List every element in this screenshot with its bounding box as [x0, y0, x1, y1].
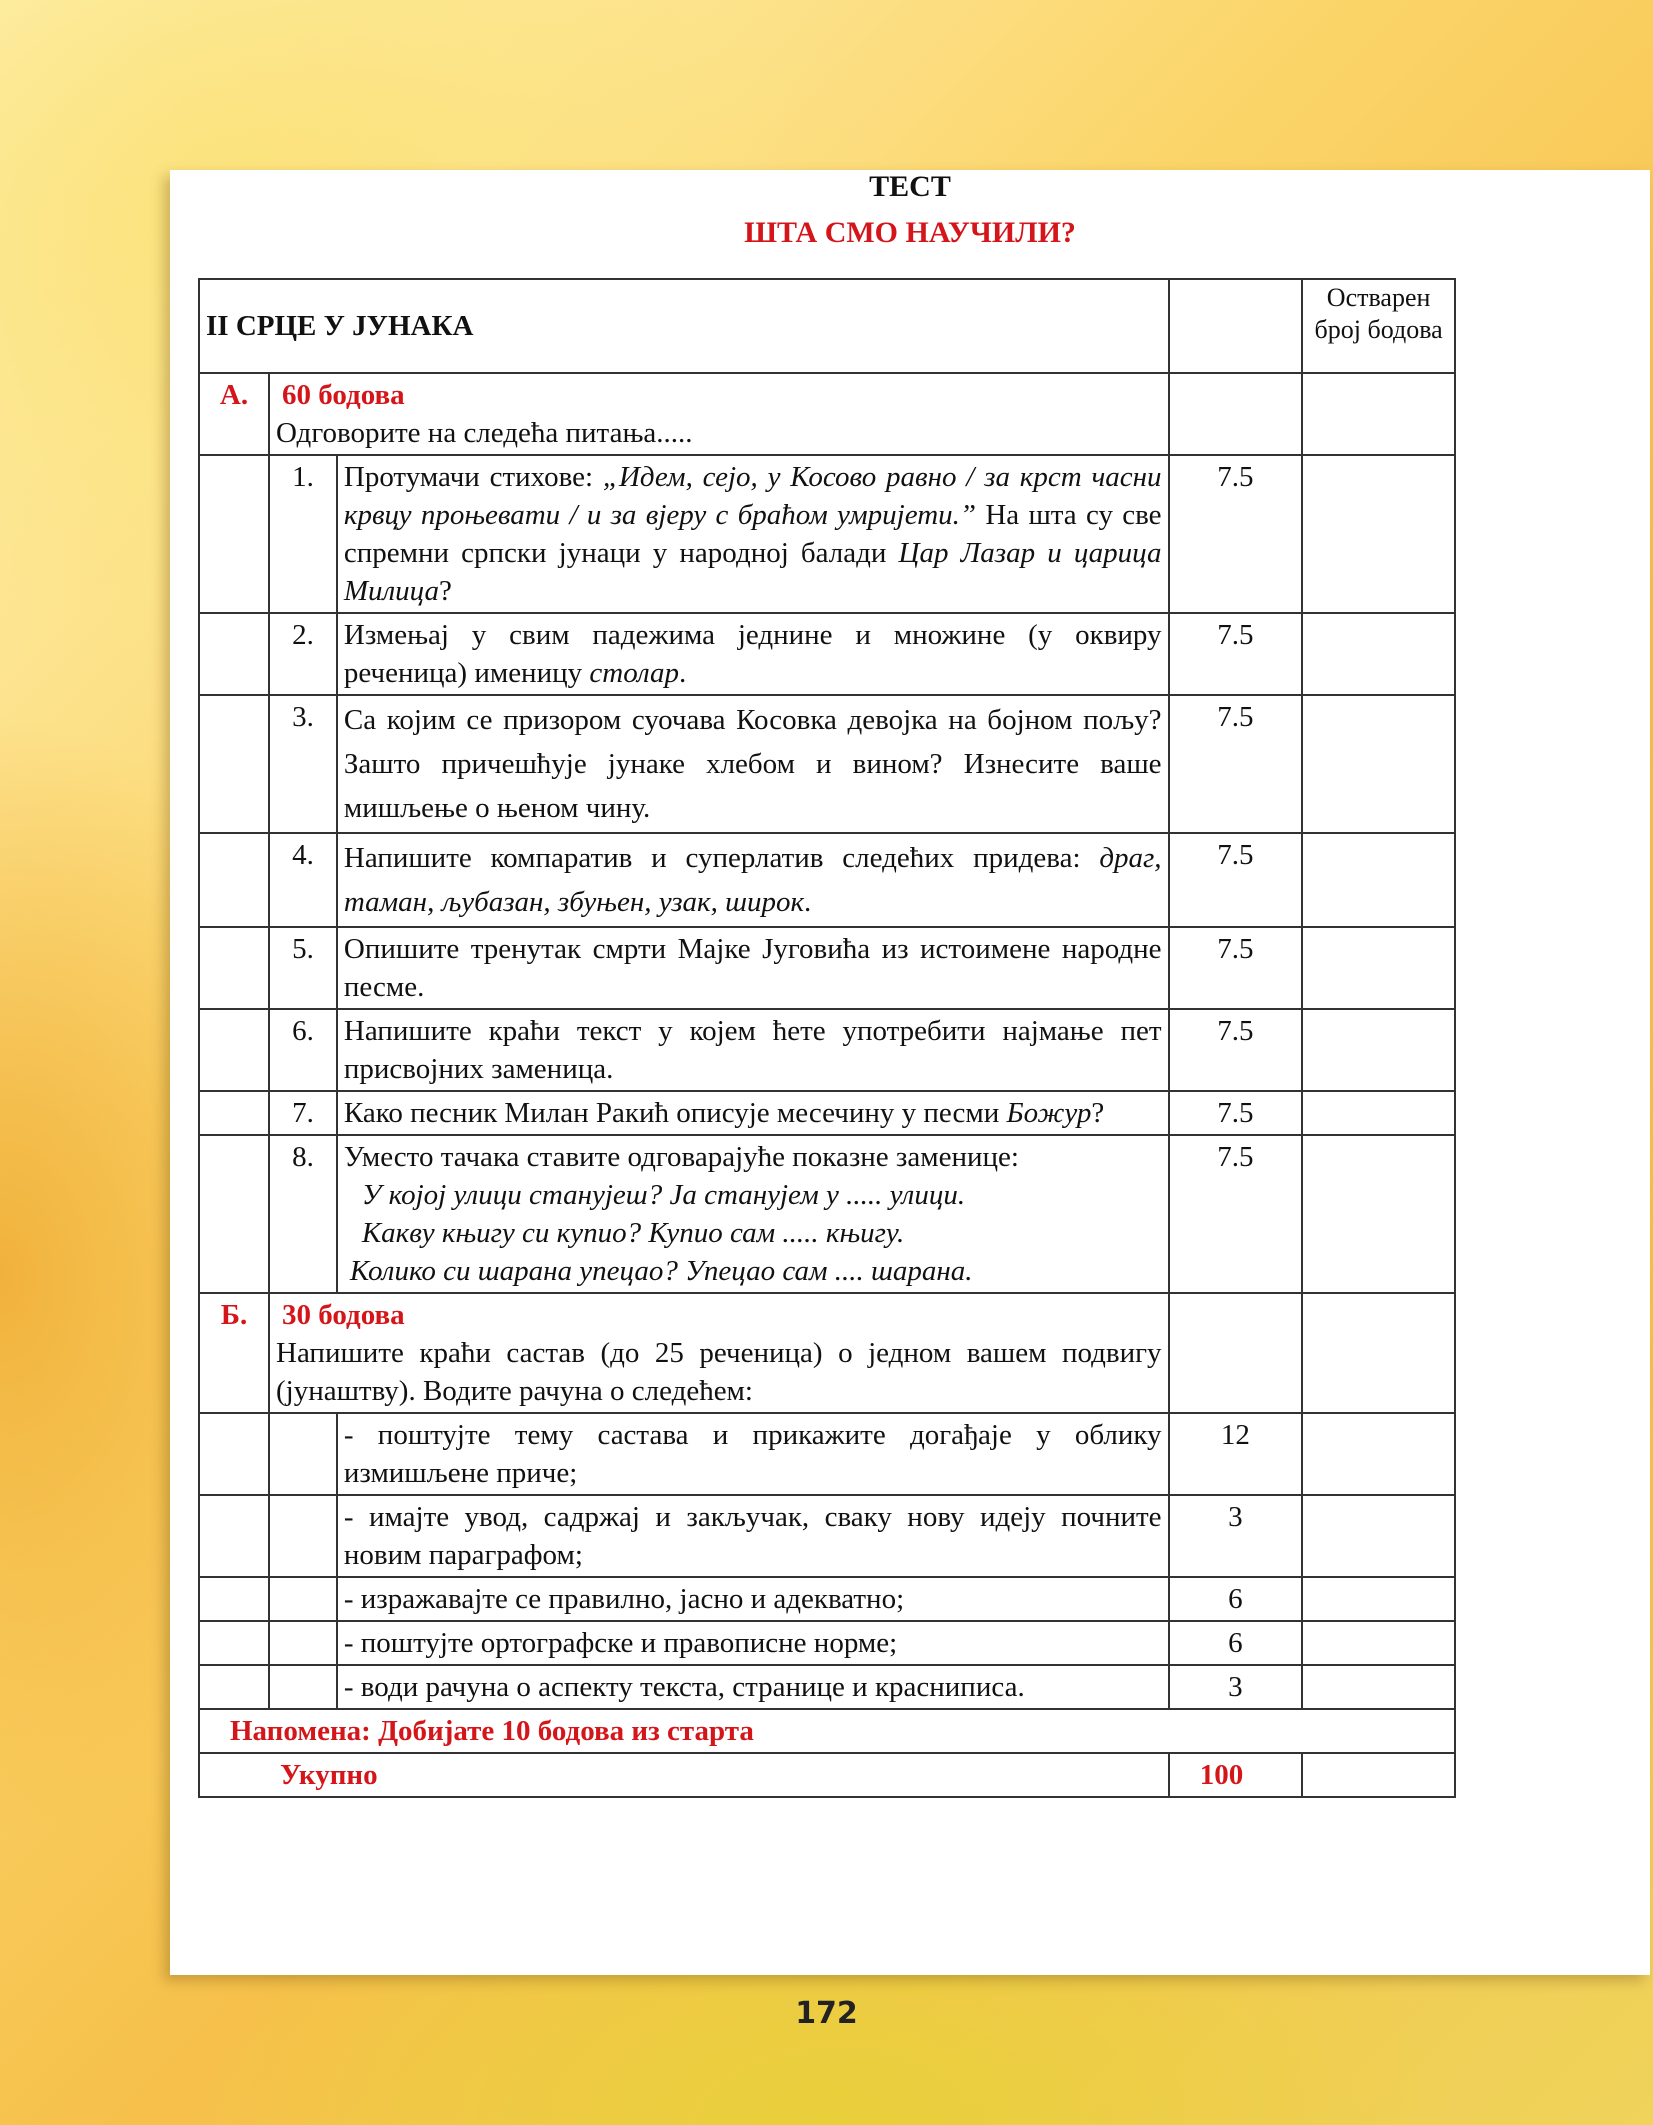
- criterion-row: [199, 1495, 1455, 1577]
- empty-cell: [199, 1577, 269, 1621]
- criterion-points: 3: [1169, 1495, 1303, 1577]
- score-cell[interactable]: [1302, 1009, 1455, 1091]
- part-a-cell: [269, 373, 1169, 455]
- criterion-row: [199, 1413, 1455, 1495]
- question-text: [337, 1091, 1169, 1135]
- question-points: 7.5: [1169, 1009, 1303, 1091]
- score-cell[interactable]: [1302, 613, 1455, 695]
- test-heading: ТЕСТ: [869, 170, 951, 203]
- criterion-row: [199, 1621, 1455, 1665]
- question-text-part: .: [678, 657, 687, 689]
- empty-cell: [199, 1009, 269, 1091]
- empty-cell: [199, 833, 269, 927]
- example-sentence: У којој улици станујеш? Ја станујем у ..... улици.: [361, 1179, 966, 1211]
- question-text-part: Напишите компаратив и суперлатив следећих придева:: [343, 842, 1100, 874]
- part-a-row: [199, 373, 1455, 455]
- table-header-row: [199, 279, 1455, 373]
- test-subtitle: ШТА СМО НАУЧИЛИ?: [744, 216, 1076, 249]
- question-number: 2.: [269, 613, 337, 695]
- criterion-points: 12: [1169, 1413, 1303, 1495]
- empty-cell: [199, 1091, 269, 1135]
- question-number: 6.: [269, 1009, 337, 1091]
- question-text-part: Измењај у свим падежима једнине и множине (у оквиру реченица) именицу: [343, 619, 1162, 689]
- score-cell[interactable]: [1302, 1135, 1455, 1293]
- points-cell: [1169, 1293, 1303, 1413]
- question-text: [337, 613, 1169, 695]
- part-b-row: [199, 1293, 1455, 1413]
- worksheet-page: [170, 170, 1650, 1975]
- empty-cell: [199, 455, 269, 613]
- question-number: 8.: [269, 1135, 337, 1293]
- question-row: [199, 833, 1455, 927]
- question-text-part: Протумачи стихове:: [343, 461, 603, 493]
- score-cell[interactable]: [1302, 1495, 1455, 1577]
- part-b-instruction: Напишите краћи састав (до 25 реченица) о једном вашем подвигу (јунаштву). Водите рачуна о следећем:: [276, 1337, 1162, 1407]
- criterion-text: - поштујте ортографске и правописне норме;: [337, 1621, 1169, 1665]
- criterion-text: - изражавајте се правилно, јасно и адекватно;: [337, 1577, 1169, 1621]
- question-row: [199, 1009, 1455, 1091]
- note-row: [199, 1709, 1455, 1753]
- question-points: 7.5: [1169, 613, 1303, 695]
- score-cell[interactable]: [1302, 1577, 1455, 1621]
- question-number: 5.: [269, 927, 337, 1009]
- section-title: II СРЦЕ У ЈУНАКА: [199, 279, 1169, 373]
- question-text: [337, 833, 1169, 927]
- question-text: [337, 1135, 1169, 1293]
- score-column-header: Остварен број бодова: [1302, 279, 1455, 373]
- question-number: 3.: [269, 695, 337, 833]
- total-label: Укупно: [199, 1753, 1169, 1797]
- part-a-letter: А.: [199, 373, 269, 455]
- criterion-text: - имајте увод, садржај и закључак, сваку нову идеју почните новим параграфом;: [337, 1495, 1169, 1577]
- question-points: 7.5: [1169, 1091, 1303, 1135]
- score-cell[interactable]: [1302, 455, 1455, 613]
- score-cell[interactable]: [1302, 1665, 1455, 1709]
- empty-cell: [269, 1665, 337, 1709]
- part-a-instruction: Одговорите на следећа питања.....: [276, 417, 693, 449]
- score-cell[interactable]: [1302, 927, 1455, 1009]
- question-italic-word: столар: [589, 657, 679, 689]
- question-points: 7.5: [1169, 455, 1303, 613]
- question-row: [199, 927, 1455, 1009]
- part-b-letter: Б.: [199, 1293, 269, 1413]
- question-row: [199, 455, 1455, 613]
- question-row: [199, 1091, 1455, 1135]
- note-text: Напомена: Добијате 10 бодова из старта: [199, 1709, 1455, 1753]
- criterion-row: [199, 1577, 1455, 1621]
- empty-cell: [199, 1413, 269, 1495]
- points-cell: [1169, 373, 1303, 455]
- score-cell[interactable]: [1302, 833, 1455, 927]
- question-text-part: Како песник Милан Ракић описује месечину у песми: [343, 1097, 1007, 1129]
- question-points: 7.5: [1169, 1135, 1303, 1293]
- quoted-verse: „Идем, сејо, у Косово равно / за крст часни крвцу проњевати / и за вјеру с браћом умријети.”: [343, 461, 1162, 531]
- question-row: [199, 1135, 1455, 1293]
- question-number: 7.: [269, 1091, 337, 1135]
- example-sentence: Колико си шарана упецао? Упецао сам .... шарана.: [349, 1255, 973, 1287]
- criterion-points: 6: [1169, 1621, 1303, 1665]
- question-row: [199, 695, 1455, 833]
- score-cell[interactable]: [1302, 1091, 1455, 1135]
- score-cell: [1302, 1293, 1455, 1413]
- page-number: 172: [795, 1996, 858, 2031]
- question-text-part: ?: [439, 575, 452, 607]
- question-text: Опишите тренутак смрти Мајке Југовића из истоимене народне песме.: [337, 927, 1169, 1009]
- question-text-part: ?: [1091, 1097, 1105, 1129]
- question-points: 7.5: [1169, 833, 1303, 927]
- score-cell[interactable]: [1302, 695, 1455, 833]
- part-b-points: 30 бодова: [282, 1299, 405, 1331]
- criterion-text: - поштујте тему састава и прикажите догађаје у облику измишљене приче;: [337, 1413, 1169, 1495]
- question-text-part: Уместо тачака ставите одговарајуће показне заменице:: [343, 1141, 1019, 1173]
- empty-cell: [269, 1577, 337, 1621]
- question-text-part: На шта су све спремни српски јунаци у народној балади: [343, 499, 1162, 569]
- empty-cell: [199, 695, 269, 833]
- empty-cell: [199, 1665, 269, 1709]
- total-row: [199, 1753, 1455, 1797]
- score-cell: [1302, 373, 1455, 455]
- empty-cell: [199, 927, 269, 1009]
- empty-cell: [199, 1495, 269, 1577]
- score-cell[interactable]: [1302, 1621, 1455, 1665]
- criterion-points: 3: [1169, 1665, 1303, 1709]
- ballad-title: Цар Лазар и царица Милица: [343, 537, 1162, 607]
- part-b-cell: [269, 1293, 1169, 1413]
- total-score-cell[interactable]: [1302, 1753, 1455, 1797]
- example-sentence: Какву књигу си купио? Купио сам ..... књигу.: [361, 1217, 905, 1249]
- question-points: 7.5: [1169, 695, 1303, 833]
- question-text: Са којим се призором суочава Косовка девојка на бојном пољу? Зашто причешћује јунаке хлебом и вином? Изнесите ваше мишљење о њеном чину.: [337, 695, 1169, 833]
- poem-title: Божур: [1006, 1097, 1092, 1129]
- empty-cell: [269, 1621, 337, 1665]
- test-table: [198, 278, 1456, 1798]
- part-a-points: 60 бодова: [282, 379, 405, 411]
- empty-cell: [199, 613, 269, 695]
- question-points: 7.5: [1169, 927, 1303, 1009]
- empty-cell: [199, 1621, 269, 1665]
- score-cell[interactable]: [1302, 1413, 1455, 1495]
- empty-cell: [269, 1413, 337, 1495]
- empty-cell: [199, 1135, 269, 1293]
- question-row: [199, 613, 1455, 695]
- question-text: Напишите краћи текст у којем ћете употребити најмање пет присвојних заменица.: [337, 1009, 1169, 1091]
- points-header-cell: [1169, 279, 1303, 373]
- criterion-text: - води рачуна о аспекту текста, странице и красниписа.: [337, 1665, 1169, 1709]
- total-points: 100: [1169, 1753, 1303, 1797]
- empty-cell: [269, 1495, 337, 1577]
- criterion-points: 6: [1169, 1577, 1303, 1621]
- criterion-row: [199, 1665, 1455, 1709]
- question-number: 1.: [269, 455, 337, 613]
- question-text: [337, 455, 1169, 613]
- question-text-part: .: [804, 886, 812, 918]
- adjective-list: драг, таман, љубазан, збуњен, узак, широк: [343, 842, 1162, 918]
- question-number: 4.: [269, 833, 337, 927]
